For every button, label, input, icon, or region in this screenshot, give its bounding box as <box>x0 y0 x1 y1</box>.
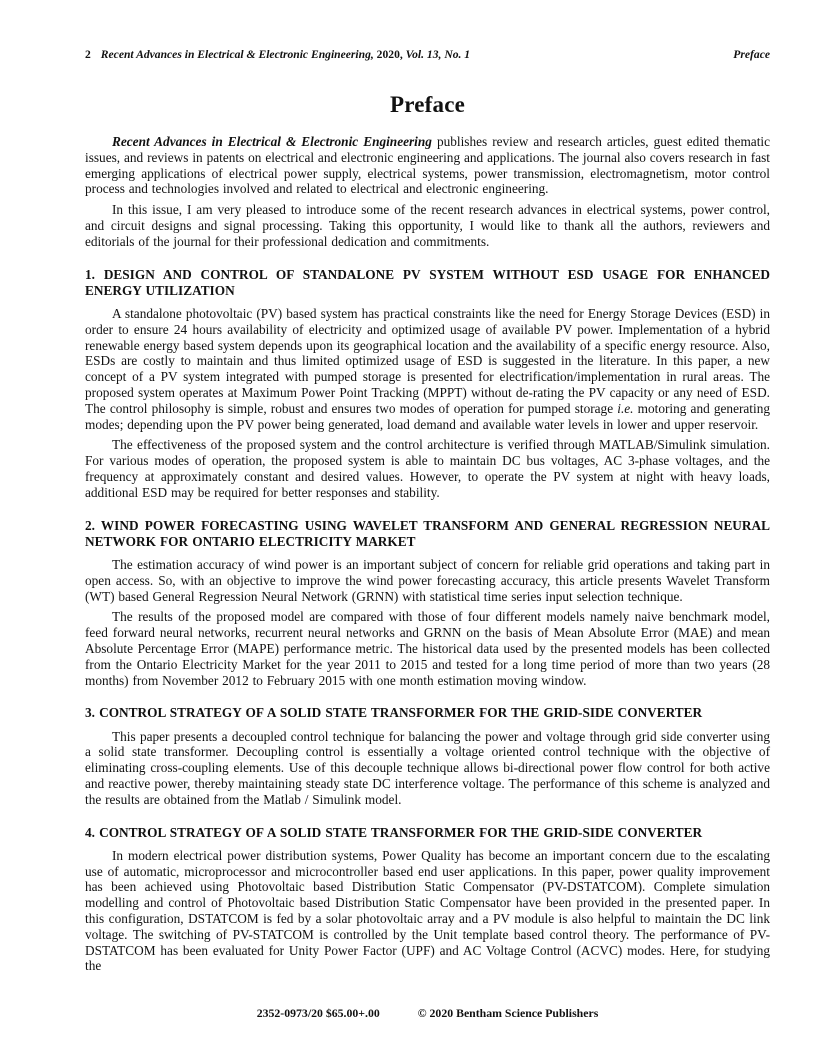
section-1-heading: 1. DESIGN AND CONTROL OF STANDALONE PV SYSTEM WITHOUT ESD USAGE FOR ENHANCED ENERGY UTILIZATION <box>85 266 770 298</box>
page-number: 2 <box>85 48 91 61</box>
journal-title: Recent Advances in Electrical & Electronic Engineering, <box>100 48 374 61</box>
section-1-paragraph-1 <box>85 306 770 432</box>
section-2 <box>85 518 770 689</box>
volume-info: Vol. 13, No. 1 <box>405 48 471 61</box>
footer-issn-price: 2352-0973/20 $65.00+.00 <box>256 1006 380 1020</box>
section-1-paragraph-1-text: A standalone photovoltaic (PV) based system has practical constraints like the need for Energy Storage Devices (ESD) in order to ensure 24 hours availability of electricity and optimized usage of available PV power. Implementation of a hybrid renewable energy based system depends upon its geographical location and the availability of a specific energy resource. Also, ESDs are costly to maintain and thus limited optimized usage of ESD is suggested in the literature. In this paper, a new concept of a PV system integrated with pumped storage is presented for electrification/implementation in rural areas. The proposed system operates at Maximum Power Point Tracking (MPPT) without de-rating the PV capacity or any need of ESD. The control philosophy is simple, robust and ensures two modes of operation for pumped storage <box>85 305 770 416</box>
page-title: Preface <box>389 92 466 117</box>
publication-year: 2020, <box>373 48 406 61</box>
section-1 <box>85 267 770 501</box>
section-2-paragraph-2: The results of the proposed model are compared with those of four different models namely naive benchmark model, feed forward neural networks, recurrent neural networks and GRNN on the basis of Mean Absolute Error (MAE) and mean Absolute Percentage Error (MAPE) performance metric. The historical data used by the presented models has been collected from the Ontario Electricity Market for the year 2011 to 2015 and tested for a long time period of more than two years (28 months) from November 2012 to February 2015 with one month estimation moving window. <box>85 609 770 688</box>
section-4 <box>85 825 770 975</box>
section-1-paragraph-1-cont: motoring and generating modes; depending upon the PV power being generated, load demand and available water levels in lower and upper reservoir. <box>85 400 770 432</box>
page-header <box>85 48 770 62</box>
section-4-heading: 4. CONTROL STRATEGY OF A SOLID STATE TRANSFORMER FOR THE GRID-SIDE CONVERTER <box>85 824 703 840</box>
section-1-paragraph-2: The effectiveness of the proposed system and the control architecture is verified through MATLAB/Simulink simulation. For various modes of operation, the proposed system is able to maintain DC bus voltages, AC 3-phase voltages, and the frequency at approximately constant and desired values. However, to operate the PV system at night with heavy loads, additional ESD may be required for better responses and stability. <box>85 437 770 500</box>
footer-copyright: © 2020 Bentham Science Publishers <box>417 1006 599 1020</box>
section-2-heading: 2. WIND POWER FORECASTING USING WAVELET TRANSFORM AND GENERAL REGRESSION NEURAL NETWORK FOR ONTARIO ELECTRICITY MARKET <box>85 517 770 549</box>
section-3 <box>85 705 770 807</box>
section-3-paragraph-1: This paper presents a decoupled control technique for balancing the power and voltage through grid side converter using a solid state transformer. Decoupling control is essentially a voltage oriented control technique with the objective of eliminating cross-coupling elements. Use of this decouple technique allows bi-directional power flow control for both active and reactive power, thereby maintaining steady state DC interference voltage. The performance of this scheme is analyzed and the results are obtained from the Matlab / Simulink model. <box>85 728 770 807</box>
header-journal-info <box>85 48 470 62</box>
intro-paragraph-1 <box>85 134 770 197</box>
section-3-heading: 3. CONTROL STRATEGY OF A SOLID STATE TRANSFORMER FOR THE GRID-SIDE CONVERTER <box>85 705 703 721</box>
journal-name-emphasis: Recent Advances in Electrical & Electronic Engineering <box>112 134 432 149</box>
page-footer <box>85 1006 770 1020</box>
header-section-label: Preface <box>733 48 770 61</box>
latin-abbreviation: i.e. <box>617 400 634 416</box>
intro-paragraph-2: In this issue, I am very pleased to introduce some of the recent research advances in electrical systems, power control, and circuit designs and signal processing. Taking this opportunity, I would like to thank all the authors, reviewers and editorials of the journal for their professional dedication and commitments. <box>85 202 770 249</box>
intro-paragraph-1-text: publishes review and research articles, guest edited thematic issues, and reviews in patents on electrical and electronic engineering and applications. The journal also covers research in fast emerging applications of electrical power supply, electrical systems, power transmission, electromagnetism, motor control process and technologies involved and related to electrical and electronic engineering. <box>85 134 771 197</box>
section-4-paragraph-1: In modern electrical power distribution systems, Power Quality has become an important concern due to the escalating use of automatic, microprocessor and microcontroller based end user applications. In this paper, power quality improvement has been achieved using Photovoltaic based Distribution Static Compensator (PV-DSTATCOM). Complete simulation modelling and control of Photovoltaic based Distribution Static Compensator have been provided in the presented paper. In this configuration, DSTATCOM is fed by a solar photovoltaic array and a PV module is also helpful to maintain the DC link voltage. The switching of PV-STATCOM is controlled by the Unit template based control theory. The performance of PV-DSTATCOM has been evaluated for Unity Power Factor (UPF) and AC Voltage Control (ACVC) modes. Here, for studying the <box>85 847 770 974</box>
section-2-paragraph-1: The estimation accuracy of wind power is an important subject of concern for reliable grid operations and taking part in open access. So, with an objective to improve the wind power forecasting accuracy, this article presents Wavelet Transform (WT) based General Regression Neural Network (GRNN) with statistical time series input selection technique. <box>85 556 770 604</box>
